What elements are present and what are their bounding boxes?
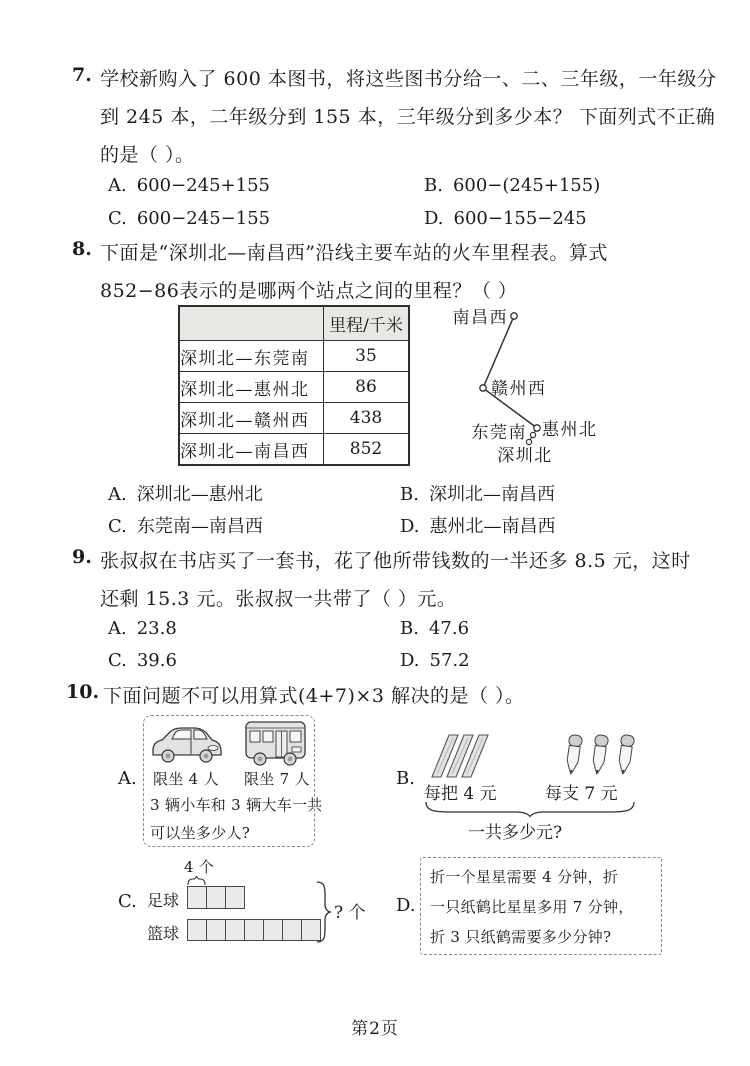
km-cell: 86 bbox=[324, 372, 410, 403]
q10-number: 10. bbox=[66, 681, 100, 703]
q8-option-b-label: B. bbox=[400, 484, 419, 505]
km-cell: 438 bbox=[324, 403, 410, 434]
q7-line-2: 到 245 本，二年级分到 155 本，三年级分到多少本？ 下面列式不正确 bbox=[100, 106, 716, 128]
car-icon bbox=[149, 724, 225, 766]
soccer-bar bbox=[187, 886, 245, 909]
bar-unit bbox=[282, 919, 302, 941]
q9-line-1: 张叔叔在书店买了一套书，花了他所带钱数的一半还多 8.5 元，这时 bbox=[100, 550, 691, 572]
q9-option-a-text: 23.8 bbox=[136, 618, 177, 639]
q9-option-a bbox=[108, 618, 177, 639]
q9-option-d-label: D. bbox=[400, 650, 420, 671]
q7-option-a-text: 600−245+155 bbox=[136, 175, 270, 196]
overbrace-icon bbox=[187, 876, 206, 885]
q10-option-a-line1: 3 辆小车和 3 辆大车一共 bbox=[150, 796, 323, 814]
q7-number: 7. bbox=[72, 64, 92, 86]
q7-option-c bbox=[108, 208, 270, 229]
bar-unit bbox=[206, 886, 226, 909]
q10-option-c-question: ? 个 bbox=[334, 903, 366, 923]
station-label-nanchang: 南昌西 bbox=[452, 308, 508, 328]
q9-option-b-text: 47.6 bbox=[428, 618, 470, 639]
q10-option-d-line2: 一只纸鹤比星星多用 7 分钟， bbox=[430, 898, 634, 916]
q8-option-b-text: 深圳北—南昌西 bbox=[428, 484, 555, 505]
bus-icon bbox=[244, 719, 308, 767]
q9-option-c bbox=[108, 650, 177, 671]
bus-capacity-caption: 限坐 7 人 bbox=[244, 770, 310, 788]
basketball-row-label: 篮球 bbox=[147, 924, 180, 943]
unit-size-label: 4 个 bbox=[184, 858, 215, 876]
q8-option-b bbox=[400, 480, 555, 506]
q7-line-3: 的是（ ）。 bbox=[100, 144, 195, 166]
q10-line: 下面问题不可以用算式(4+7)×3 解决的是（ ）。 bbox=[103, 685, 525, 707]
q7-option-a bbox=[108, 175, 270, 196]
q8-number: 8. bbox=[72, 238, 92, 260]
basketball-bar bbox=[187, 919, 321, 941]
q10-option-a-box bbox=[143, 715, 323, 847]
bar-unit bbox=[187, 919, 207, 941]
q9-option-d bbox=[400, 650, 470, 671]
q10-option-d-label: D. bbox=[396, 895, 416, 916]
q10-option-d-line3: 折 3 只纸鹤需要多少分钟? bbox=[430, 928, 612, 946]
q8-option-c-text: 东莞南—南昌西 bbox=[136, 516, 263, 537]
table-header-empty-cell bbox=[179, 306, 324, 341]
q10-option-a-line2: 可以坐多少人? bbox=[150, 824, 251, 842]
q8-option-a-text: 深圳北—惠州北 bbox=[136, 484, 263, 505]
q7-option-a-label: A. bbox=[108, 175, 127, 196]
q10-option-b-question: 一共多少元? bbox=[468, 823, 563, 843]
route-line bbox=[483, 316, 537, 428]
q8-line-1: 下面是“深圳北—南昌西”沿线主要车站的火车里程表。算式 bbox=[100, 242, 608, 264]
station-label-dongguan: 东莞南 bbox=[471, 423, 527, 443]
q10-option-d-line1: 折一个星星需要 4 分钟，折 bbox=[430, 868, 619, 886]
table-row bbox=[179, 341, 409, 372]
q8-option-c-label: C. bbox=[108, 516, 127, 537]
car-capacity-caption: 限坐 4 人 bbox=[153, 770, 219, 788]
q7-option-d bbox=[424, 208, 587, 229]
route-cell: 深圳北—赣州西 bbox=[179, 403, 324, 434]
bar-unit bbox=[187, 886, 207, 909]
q7-option-b-text: 600−(245+155) bbox=[452, 175, 601, 196]
bar-unit bbox=[225, 886, 245, 909]
station-dot-ganzhou bbox=[480, 385, 486, 391]
station-dot-dongguan bbox=[530, 432, 535, 437]
q10-option-b-label: B. bbox=[396, 768, 415, 789]
bar-unit bbox=[244, 919, 264, 941]
q8-option-d bbox=[400, 512, 556, 538]
station-dot-huizhou bbox=[534, 425, 540, 431]
route-map bbox=[430, 300, 665, 472]
q7-option-d-text: 600−155−245 bbox=[453, 208, 587, 229]
q9-option-d-text: 57.2 bbox=[429, 650, 470, 671]
q9-option-c-text: 39.6 bbox=[136, 650, 177, 671]
table-row bbox=[179, 372, 409, 403]
underbrace-icon bbox=[424, 801, 636, 818]
km-cell: 35 bbox=[324, 341, 410, 372]
q9-line-2: 还剩 15.3 元。张叔叔一共带了（ ）元。 bbox=[100, 588, 457, 610]
route-cell: 深圳北—惠州北 bbox=[179, 372, 324, 403]
q9-number: 9. bbox=[72, 546, 92, 568]
q10-option-a-label: A. bbox=[118, 768, 137, 789]
mileage-table bbox=[178, 305, 410, 466]
bar-unit bbox=[206, 919, 226, 941]
q9-option-a-label: A. bbox=[108, 618, 127, 639]
q8-option-a bbox=[108, 480, 263, 506]
station-label-huizhou: 惠州北 bbox=[542, 420, 598, 440]
bar-unit bbox=[263, 919, 283, 941]
km-cell: 852 bbox=[324, 434, 410, 466]
table-row bbox=[179, 403, 409, 434]
q10-option-c-label: C. bbox=[118, 891, 137, 912]
q9-option-c-label: C. bbox=[108, 650, 127, 671]
table-header-km-cell: 里程/千米 bbox=[324, 306, 410, 341]
q9-option-b-label: B. bbox=[400, 618, 419, 639]
station-label-shenzhen: 深圳北 bbox=[497, 446, 553, 466]
bar-unit bbox=[225, 919, 245, 941]
q8-option-a-label: A. bbox=[108, 484, 127, 505]
station-label-ganzhou: 赣州西 bbox=[491, 379, 547, 399]
q9-option-b bbox=[400, 618, 469, 639]
q8-option-d-label: D. bbox=[400, 516, 420, 537]
route-cell: 深圳北—东莞南 bbox=[179, 341, 324, 372]
q8-option-d-text: 惠州北—南昌西 bbox=[429, 516, 556, 537]
table-header-row bbox=[179, 306, 409, 341]
q7-option-b-label: B. bbox=[424, 175, 443, 196]
q7-option-c-text: 600−245−155 bbox=[136, 208, 271, 229]
pens-icon bbox=[560, 733, 642, 777]
rulers-icon bbox=[428, 732, 504, 778]
q7-option-d-label: D. bbox=[424, 208, 444, 229]
table-row bbox=[179, 434, 409, 466]
route-cell: 深圳北—南昌西 bbox=[179, 434, 324, 466]
page-number: 第2页 bbox=[351, 1019, 399, 1039]
q7-line-1: 学校新购入了 600 本图书，将这些图书分给一、二、三年级，一年级分 bbox=[100, 68, 717, 90]
q10-option-d-box bbox=[420, 857, 662, 955]
q7-option-c-label: C. bbox=[108, 208, 127, 229]
station-dot-nanchang bbox=[511, 313, 517, 319]
soccer-row-label: 足球 bbox=[147, 891, 180, 910]
pens-price-caption: 每支 7 元 bbox=[545, 784, 618, 804]
rulers-price-caption: 每把 4 元 bbox=[424, 784, 497, 804]
station-dot-shenzhen bbox=[526, 439, 531, 444]
q7-option-b bbox=[424, 175, 600, 196]
q8-option-c bbox=[108, 512, 263, 538]
right-brace-icon bbox=[314, 881, 332, 943]
q8-line-2: 852−86表示的是哪两个站点之间的里程？（ ） bbox=[100, 280, 518, 302]
